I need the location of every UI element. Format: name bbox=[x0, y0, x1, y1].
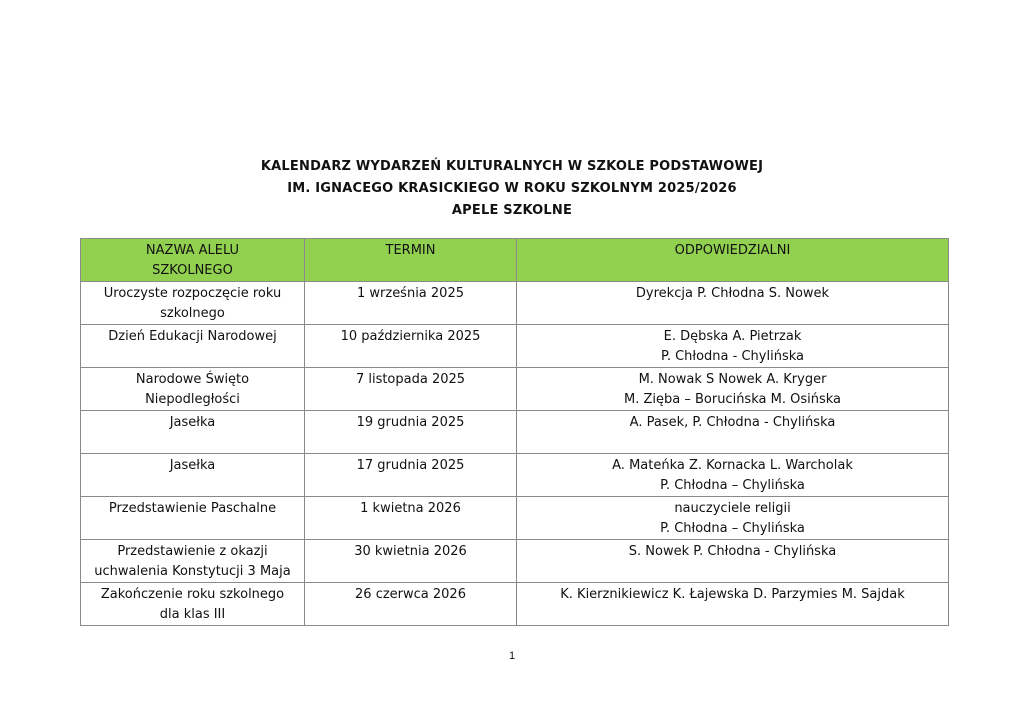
event-name-line: szkolnego bbox=[160, 306, 225, 321]
event-name-line: Narodowe Święto bbox=[135, 372, 250, 387]
responsible-line: M. Nowak S Nowek A. Kryger bbox=[638, 372, 827, 387]
event-responsible bbox=[517, 497, 949, 540]
table-row bbox=[81, 325, 949, 368]
header-name-line: SZKOLNEGO bbox=[152, 263, 233, 278]
event-name bbox=[81, 454, 305, 497]
event-name-line: Uroczyste rozpoczęcie roku bbox=[103, 286, 282, 301]
event-name bbox=[81, 497, 305, 540]
title-line-2: IM. IGNACEGO KRASICKIEGO W ROKU SZKOLNYM 2025/2026 bbox=[287, 181, 737, 196]
table-row bbox=[81, 497, 949, 540]
event-name bbox=[81, 282, 305, 325]
event-name bbox=[81, 540, 305, 583]
responsible-line: nauczyciele religii bbox=[674, 501, 791, 516]
responsible-line: S. Nowek P. Chłodna - Chylińska bbox=[628, 544, 837, 559]
event-responsible bbox=[517, 411, 949, 454]
event-name-line: dla klas III bbox=[159, 607, 226, 622]
event-name-line: Jasełka bbox=[169, 458, 216, 473]
event-name-line: Zakończenie roku szkolnego bbox=[100, 587, 285, 602]
event-responsible bbox=[517, 282, 949, 325]
event-date: 1 kwietna 2026 bbox=[305, 497, 517, 540]
table-row bbox=[81, 411, 949, 454]
event-date: 10 października 2025 bbox=[305, 325, 517, 368]
event-name bbox=[81, 583, 305, 626]
event-date: 19 grudnia 2025 bbox=[305, 411, 517, 454]
event-name bbox=[81, 411, 305, 454]
event-date: 30 kwietnia 2026 bbox=[305, 540, 517, 583]
table-row bbox=[81, 282, 949, 325]
header-row bbox=[81, 239, 949, 282]
event-date: 1 września 2025 bbox=[305, 282, 517, 325]
events-table bbox=[80, 238, 949, 626]
responsible-line: A. Mateńka Z. Kornacka L. Warcholak bbox=[612, 458, 853, 473]
table-row bbox=[81, 540, 949, 583]
event-date: 26 czerwca 2026 bbox=[305, 583, 517, 626]
header-name bbox=[81, 239, 305, 282]
responsible-line: P. Chłodna – Chylińska bbox=[660, 478, 805, 493]
event-name bbox=[81, 325, 305, 368]
responsible-line: Dyrekcja P. Chłodna S. Nowek bbox=[635, 286, 830, 301]
responsible-line: E. Dębska A. Pietrzak bbox=[663, 329, 802, 344]
table-row bbox=[81, 368, 949, 411]
header-date: TERMIN bbox=[305, 239, 517, 282]
event-responsible bbox=[517, 454, 949, 497]
header-responsible: ODPOWIEDZIALNI bbox=[517, 239, 949, 282]
event-responsible bbox=[517, 583, 949, 626]
event-name-line: Przedstawienie Paschalne bbox=[108, 501, 277, 516]
responsible-line: P. Chłodna – Chylińska bbox=[660, 521, 805, 536]
responsible-line: A. Pasek, P. Chłodna - Chylińska bbox=[629, 415, 836, 430]
event-responsible bbox=[517, 325, 949, 368]
event-name-line: Dzień Edukacji Narodowej bbox=[108, 329, 277, 344]
event-date: 7 listopada 2025 bbox=[305, 368, 517, 411]
page-number: 1 bbox=[508, 650, 516, 662]
table-row bbox=[81, 583, 949, 626]
table-row bbox=[81, 454, 949, 497]
event-date: 17 grudnia 2025 bbox=[305, 454, 517, 497]
responsible-line: M. Zięba – Borucińska M. Osińska bbox=[624, 392, 841, 407]
event-name-line: Niepodległości bbox=[145, 392, 240, 407]
header-name-line: NAZWA ALELU bbox=[145, 243, 240, 258]
title-line-1: KALENDARZ WYDARZEŃ KULTURALNYCH W SZKOLE PODSTAWOWEJ bbox=[260, 159, 764, 174]
title-line-3: APELE SZKOLNE bbox=[451, 203, 573, 218]
event-responsible bbox=[517, 540, 949, 583]
responsible-line: P. Chłodna - Chylińska bbox=[661, 349, 804, 364]
event-name-line: Przedstawienie z okazji bbox=[117, 544, 268, 559]
event-name bbox=[81, 368, 305, 411]
event-name-line: uchwalenia Konstytucji 3 Maja bbox=[94, 564, 291, 579]
event-name-line: Jasełka bbox=[169, 415, 216, 430]
responsible-line: K. Kierznikiewicz K. Łajewska D. Parzymies M. Sajdak bbox=[560, 587, 905, 602]
event-responsible bbox=[517, 368, 949, 411]
document-title bbox=[0, 156, 1024, 222]
